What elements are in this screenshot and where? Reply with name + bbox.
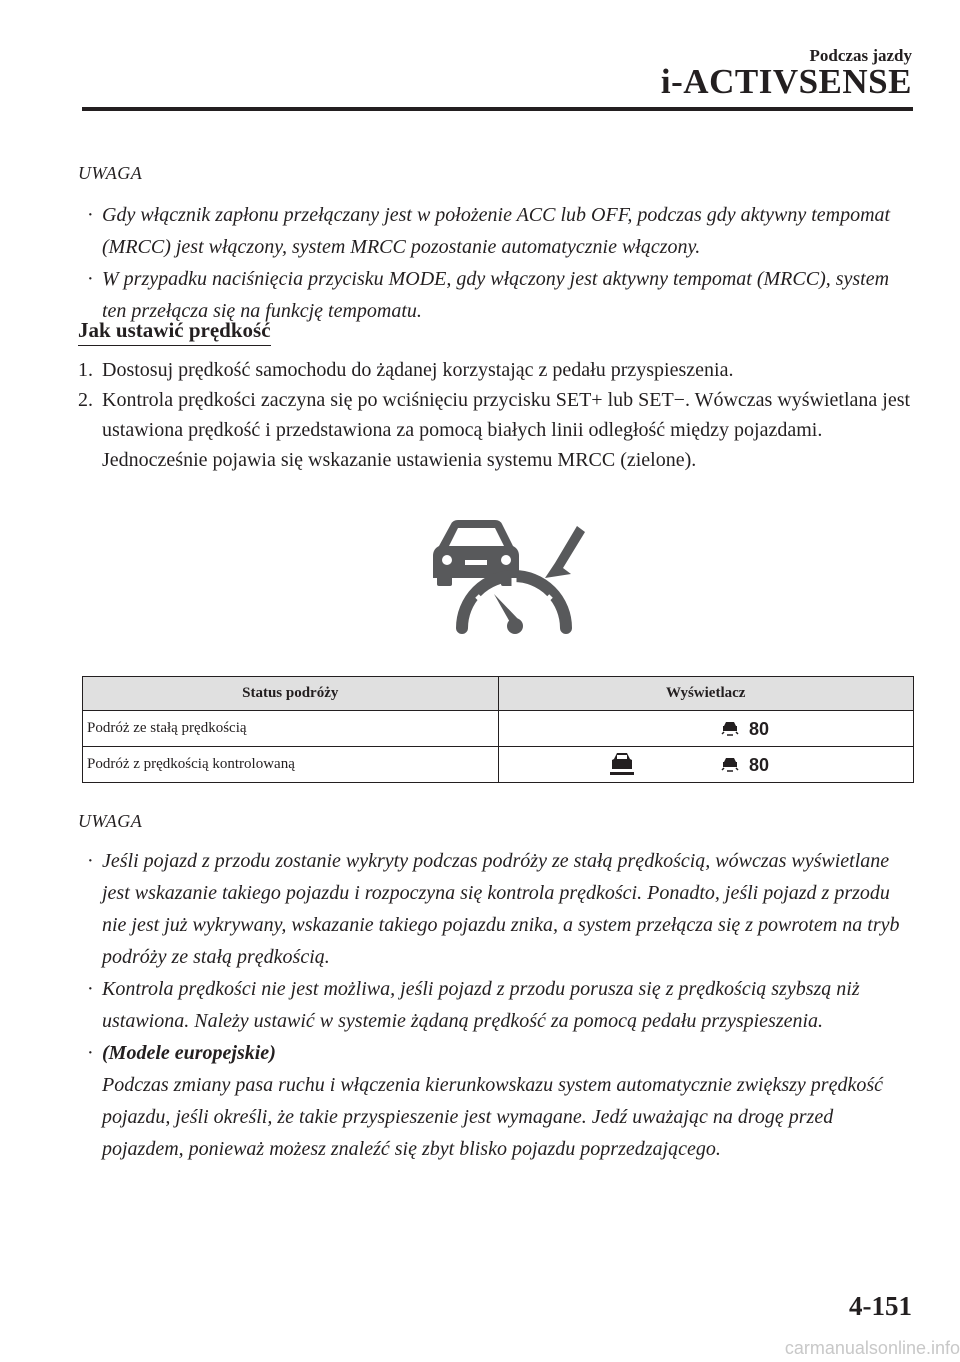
vehicle-distance-icon	[721, 757, 739, 773]
step-item	[78, 355, 918, 385]
vehicle-distance-icon	[721, 721, 739, 737]
step-number: 2.	[78, 389, 93, 411]
mrcc-indicator-icon	[425, 518, 600, 646]
note-item	[78, 973, 918, 1037]
note-list	[78, 199, 918, 327]
mrcc-indicator-figure	[425, 518, 600, 646]
step-number: 1.	[78, 359, 93, 381]
status-cell: Podróż z prędkością kontrolowaną	[83, 747, 499, 783]
header-divider	[82, 107, 913, 111]
table-header-row	[83, 677, 914, 711]
status-cell: Podróż ze stałą prędkością	[83, 711, 499, 747]
note-text: Jeśli pojazd z przodu zostanie wykryty podczas podróży ze stałą prędkością, wówczas wyświetlane jest wskazanie takiego pojazdu i rozpoczyna się kontrola prędkości. Ponadto, jeśli pojazd z przodu nie jest już wykrywany, wskazanie takiego pojazdu znika, a system przełącza się z powrotem na tryb podróży ze stałą prędkością.	[102, 850, 900, 968]
column-header-display: Wyświetlacz	[498, 677, 914, 711]
note-text: Podczas zmiany pasa ruchu i włączenia kierunkowskazu system automatycznie zwiększy prędkość pojazdu, jeśli określi, że takie przyspieszenie jest wymagane. Jedź uważając na drogę przed pojazdem, ponieważ możesz znaleźć się zbyt blisko pojazdu poprzedzającego.	[102, 1074, 883, 1160]
note-item: · Gdy włącznik zapłonu przełączany jest w położenie ACC lub OFF, podczas gdy aktywny tempomat (MRCC) jest włączony, system MRCC pozostanie automatycznie włączony.	[78, 199, 918, 263]
step-text: Dostosuj prędkość samochodu do żądanej korzystając z pedału przyspieszenia.	[102, 359, 734, 381]
note-text: Kontrola prędkości nie jest możliwa, jeśli pojazd z przodu porusza się z prędkością szybszą niż ustawiona. Należy ustawić w systemie żądaną prędkość za pomocą pedału przyspieszenia.	[102, 978, 860, 1032]
note-label: UWAGA	[78, 811, 143, 831]
speed-value: 80	[748, 719, 769, 739]
speed-value: 80	[748, 755, 769, 775]
note-prefix: · (Modele europejskie)	[102, 1042, 276, 1064]
steps-list	[78, 355, 918, 475]
status-table	[82, 676, 914, 783]
note-item	[78, 845, 918, 973]
chapter-title: i-ACTIVSENSE	[660, 62, 912, 101]
note-label: UWAGA	[78, 163, 143, 183]
vehicle-ahead-icon	[610, 751, 634, 779]
display-cell	[498, 711, 914, 747]
note-item: · W przypadku naciśnięcia przycisku MODE, gdy włączony jest aktywny tempomat (MRCC), system ten przełącza się na funkcję tempomatu.	[78, 263, 918, 327]
column-header-status: Status podróży	[83, 677, 499, 711]
step-text: Kontrola prędkości zaczyna się po wciśnięciu przycisku SET+ lub SET−. Wówczas wyświetlana jest ustawiona prędkość i przedstawiona za pomocą białych linii odległość między pojazdami. Jednocześnie pojawia się wskazanie ustawienia systemu MRCC (zielone).	[102, 389, 911, 471]
note-item	[78, 1037, 918, 1165]
step-item	[78, 385, 918, 475]
watermark: carmanualsonline.info	[784, 1338, 960, 1358]
display-cell	[498, 747, 914, 783]
table-row	[83, 711, 914, 747]
page-number: 4-151	[849, 1291, 912, 1321]
table-row	[83, 747, 914, 783]
section-heading: Jak ustawić prędkość	[78, 318, 271, 346]
section-label: Podczas jazdy	[809, 46, 912, 65]
note-list	[78, 845, 918, 1165]
